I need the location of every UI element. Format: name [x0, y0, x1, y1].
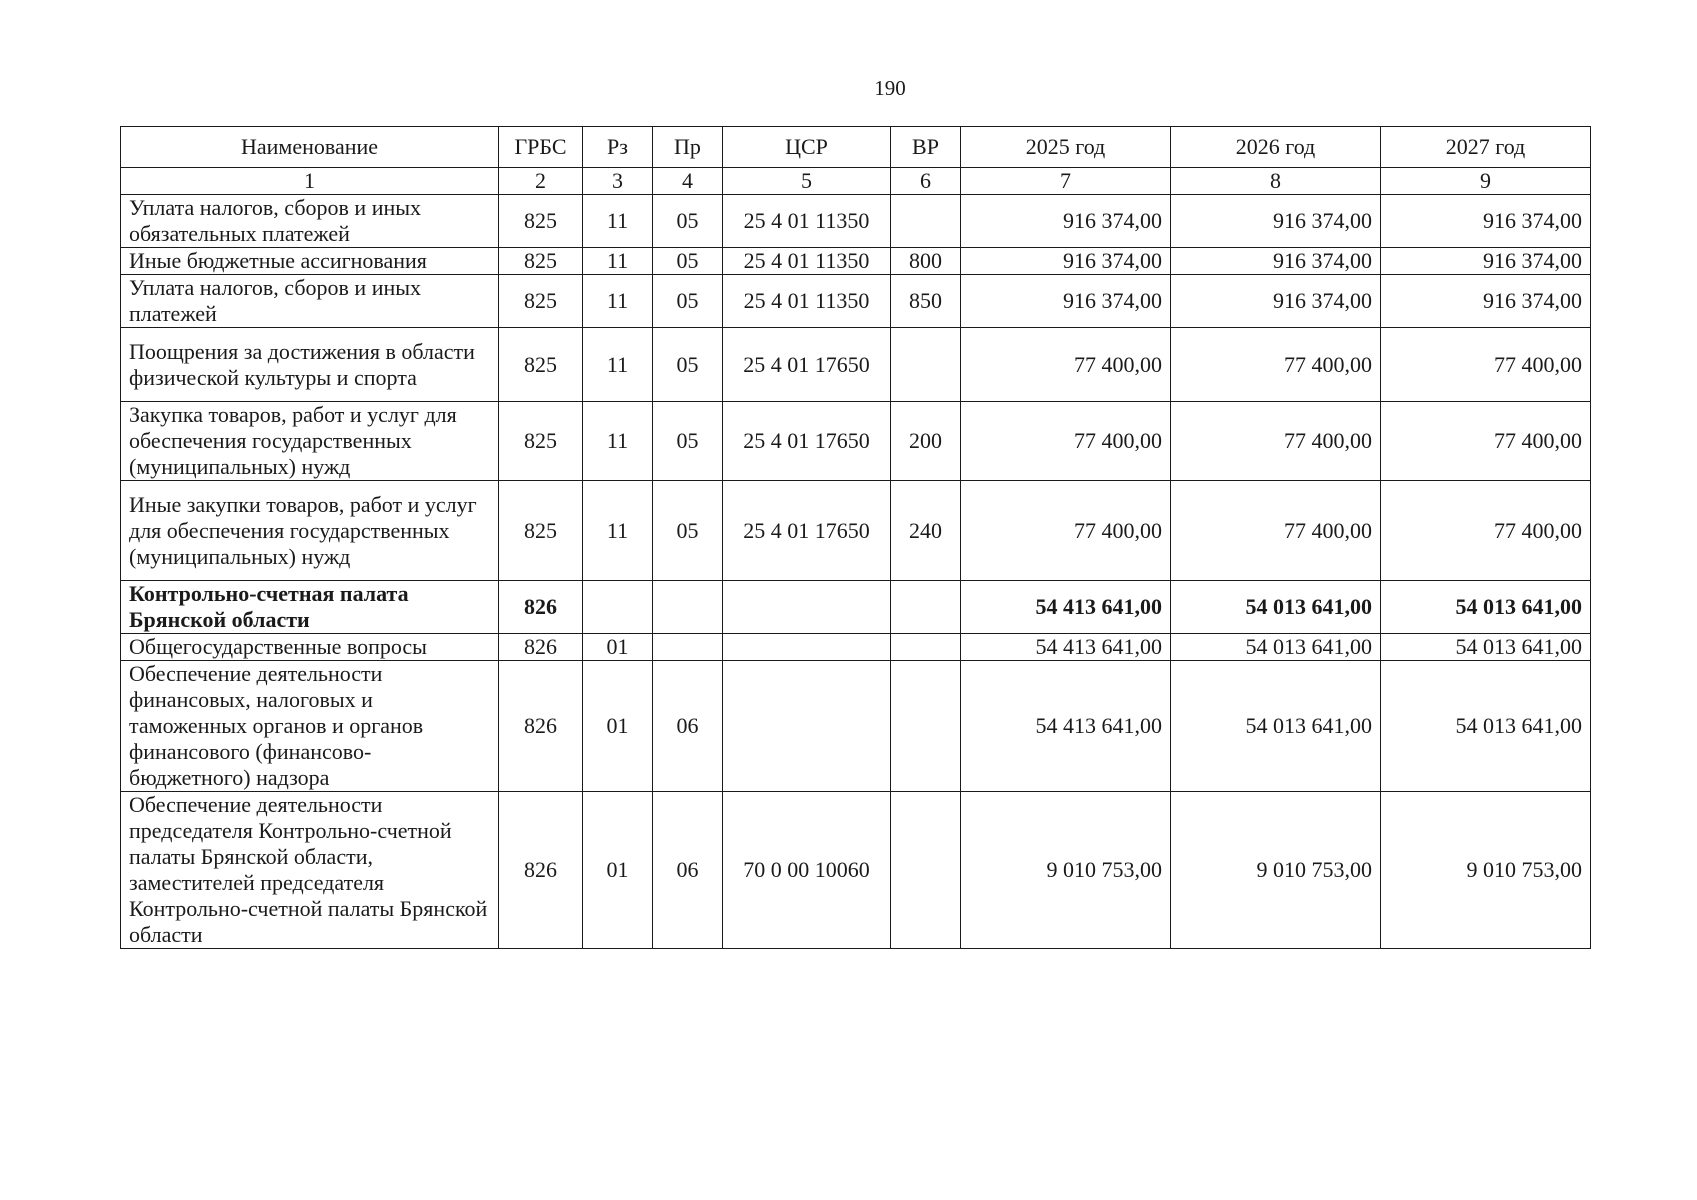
cell-vr [891, 792, 961, 949]
cell-2025: 77 400,00 [961, 402, 1171, 481]
cell-pr: 05 [653, 195, 723, 248]
column-header-rz: Рз [583, 127, 653, 168]
cell-2026: 54 013 641,00 [1171, 661, 1381, 792]
column-header-csr: ЦСР [723, 127, 891, 168]
cell-csr: 25 4 01 11350 [723, 195, 891, 248]
cell-name: Иные закупки товаров, работ и услуг для обеспечения государственных (муниципальных) нужд [121, 481, 499, 581]
cell-2027: 77 400,00 [1381, 402, 1591, 481]
cell-vr [891, 195, 961, 248]
cell-csr [723, 661, 891, 792]
cell-rz: 01 [583, 634, 653, 661]
table-row [121, 402, 1591, 481]
cell-2027: 54 013 641,00 [1381, 581, 1591, 634]
cell-2026: 54 013 641,00 [1171, 634, 1381, 661]
cell-csr: 25 4 01 17650 [723, 328, 891, 402]
table-body [121, 195, 1591, 949]
cell-2025: 916 374,00 [961, 275, 1171, 328]
cell-2027: 77 400,00 [1381, 328, 1591, 402]
column-header-2027: 2027 год [1381, 127, 1591, 168]
cell-rz: 11 [583, 328, 653, 402]
cell-name: Общегосударственные вопросы [121, 634, 499, 661]
column-header-2025: 2025 год [961, 127, 1171, 168]
cell-grbs: 826 [499, 661, 583, 792]
column-header-pr: Пр [653, 127, 723, 168]
cell-rz: 11 [583, 195, 653, 248]
cell-pr: 05 [653, 328, 723, 402]
cell-csr: 25 4 01 11350 [723, 248, 891, 275]
cell-2026: 54 013 641,00 [1171, 581, 1381, 634]
column-number: 5 [723, 168, 891, 195]
cell-vr: 850 [891, 275, 961, 328]
cell-vr [891, 661, 961, 792]
cell-csr: 70 0 00 10060 [723, 792, 891, 949]
cell-pr: 06 [653, 792, 723, 949]
cell-csr: 25 4 01 17650 [723, 481, 891, 581]
cell-name: Обеспечение деятельности финансовых, налоговых и таможенных органов и органов финансового (финансово-бюджетного) надзора [121, 661, 499, 792]
header-row [121, 127, 1591, 168]
cell-name: Закупка товаров, работ и услуг для обеспечения государственных (муниципальных) нужд [121, 402, 499, 481]
cell-2027: 916 374,00 [1381, 195, 1591, 248]
cell-2026: 77 400,00 [1171, 328, 1381, 402]
cell-pr: 06 [653, 661, 723, 792]
budget-table [120, 126, 1591, 949]
cell-rz: 11 [583, 402, 653, 481]
cell-grbs: 825 [499, 328, 583, 402]
cell-2027: 54 013 641,00 [1381, 634, 1591, 661]
cell-2025: 77 400,00 [961, 328, 1171, 402]
cell-name: Контрольно-счетная палата Брянской области [121, 581, 499, 634]
column-header-grbs: ГРБС [499, 127, 583, 168]
cell-name: Поощрения за достижения в области физической культуры и спорта [121, 328, 499, 402]
cell-2026: 916 374,00 [1171, 195, 1381, 248]
cell-vr [891, 634, 961, 661]
cell-pr: 05 [653, 402, 723, 481]
table-header [121, 127, 1591, 195]
cell-name: Иные бюджетные ассигнования [121, 248, 499, 275]
cell-pr [653, 581, 723, 634]
column-number: 4 [653, 168, 723, 195]
cell-vr [891, 328, 961, 402]
cell-2027: 54 013 641,00 [1381, 661, 1591, 792]
cell-csr [723, 634, 891, 661]
cell-2025: 77 400,00 [961, 481, 1171, 581]
cell-2026: 916 374,00 [1171, 275, 1381, 328]
cell-pr: 05 [653, 275, 723, 328]
cell-csr [723, 581, 891, 634]
cell-pr [653, 634, 723, 661]
column-number: 6 [891, 168, 961, 195]
cell-2026: 9 010 753,00 [1171, 792, 1381, 949]
cell-2025: 54 413 641,00 [961, 581, 1171, 634]
cell-2025: 54 413 641,00 [961, 634, 1171, 661]
table-row [121, 248, 1591, 275]
column-number: 7 [961, 168, 1171, 195]
cell-2026: 77 400,00 [1171, 402, 1381, 481]
cell-2027: 916 374,00 [1381, 275, 1591, 328]
column-header-2026: 2026 год [1171, 127, 1381, 168]
cell-vr: 800 [891, 248, 961, 275]
table-row [121, 275, 1591, 328]
column-header-name: Наименование [121, 127, 499, 168]
cell-vr: 240 [891, 481, 961, 581]
cell-pr: 05 [653, 481, 723, 581]
cell-grbs: 826 [499, 792, 583, 949]
cell-2026: 77 400,00 [1171, 481, 1381, 581]
cell-2027: 9 010 753,00 [1381, 792, 1591, 949]
table-row [121, 328, 1591, 402]
cell-rz: 11 [583, 275, 653, 328]
column-header-vr: ВР [891, 127, 961, 168]
table-row [121, 195, 1591, 248]
table-row [121, 581, 1591, 634]
page-number: 190 [874, 76, 906, 100]
cell-2025: 54 413 641,00 [961, 661, 1171, 792]
cell-grbs: 825 [499, 195, 583, 248]
cell-rz: 01 [583, 661, 653, 792]
cell-grbs: 825 [499, 481, 583, 581]
cell-rz: 11 [583, 481, 653, 581]
cell-rz [583, 581, 653, 634]
column-number: 9 [1381, 168, 1591, 195]
table-row [121, 661, 1591, 792]
cell-grbs: 825 [499, 275, 583, 328]
cell-grbs: 825 [499, 402, 583, 481]
cell-2025: 916 374,00 [961, 195, 1171, 248]
cell-vr: 200 [891, 402, 961, 481]
cell-grbs: 826 [499, 581, 583, 634]
cell-rz: 11 [583, 248, 653, 275]
cell-pr: 05 [653, 248, 723, 275]
cell-name: Уплата налогов, сборов и иных платежей [121, 275, 499, 328]
table-row [121, 481, 1591, 581]
cell-2025: 9 010 753,00 [961, 792, 1171, 949]
cell-name: Обеспечение деятельности председателя Контрольно-счетной палаты Брянской области, заместителей председателя Контрольно-счетной палаты Брянской области [121, 792, 499, 949]
cell-grbs: 825 [499, 248, 583, 275]
table-row [121, 634, 1591, 661]
cell-vr [891, 581, 961, 634]
column-number-row [121, 168, 1591, 195]
column-number: 8 [1171, 168, 1381, 195]
cell-csr: 25 4 01 17650 [723, 402, 891, 481]
column-number: 3 [583, 168, 653, 195]
cell-rz: 01 [583, 792, 653, 949]
column-number: 1 [121, 168, 499, 195]
table-row [121, 792, 1591, 949]
cell-2027: 916 374,00 [1381, 248, 1591, 275]
cell-grbs: 826 [499, 634, 583, 661]
cell-name: Уплата налогов, сборов и иных обязательных платежей [121, 195, 499, 248]
cell-2026: 916 374,00 [1171, 248, 1381, 275]
cell-csr: 25 4 01 11350 [723, 275, 891, 328]
column-number: 2 [499, 168, 583, 195]
cell-2025: 916 374,00 [961, 248, 1171, 275]
cell-2027: 77 400,00 [1381, 481, 1591, 581]
